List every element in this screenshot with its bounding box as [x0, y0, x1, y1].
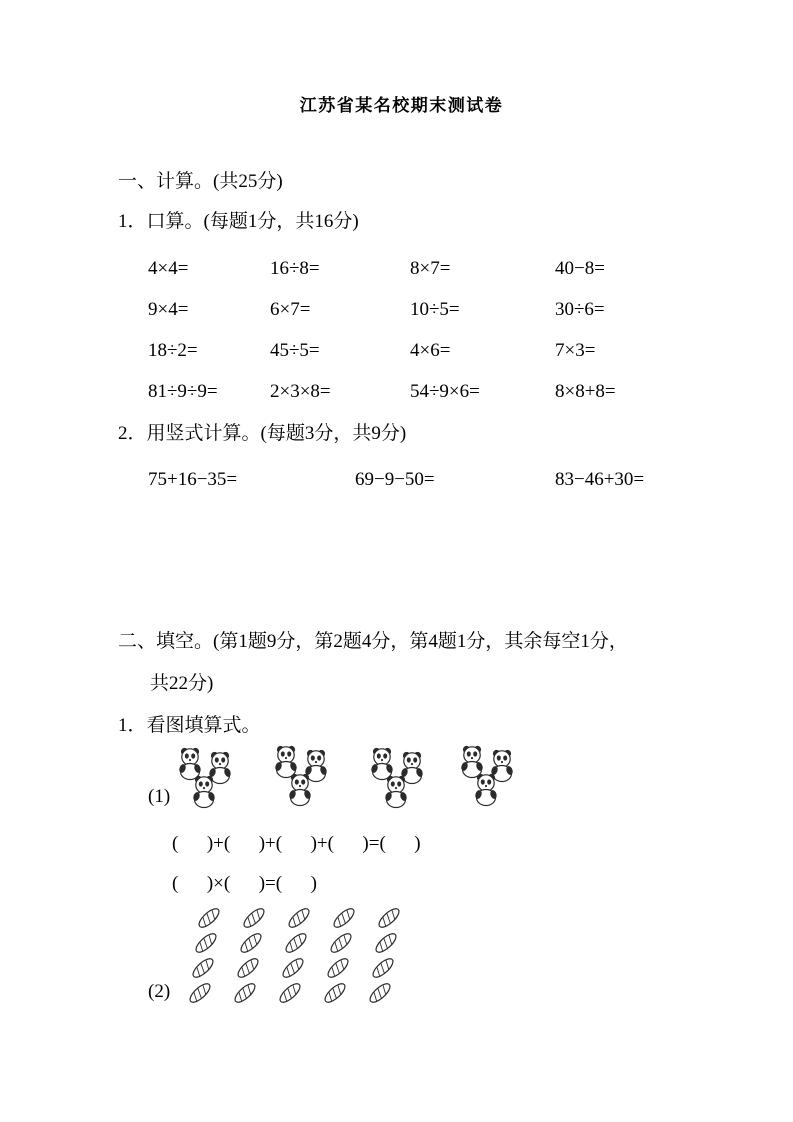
part2-figure-row: [148, 905, 685, 1005]
part1-label: (1): [148, 786, 171, 807]
part1-figure-row: [148, 745, 685, 809]
part2-label: (2): [148, 981, 171, 1002]
part1-equation-multiplication: ( )×( )=( ): [172, 873, 317, 894]
oral-problem: 10÷5=: [410, 299, 460, 320]
oral-problem: 7×3=: [555, 340, 596, 361]
oral-problem: 18÷2=: [148, 340, 198, 361]
oral-problem: 6×7=: [270, 299, 311, 320]
oral-problem: 45÷5=: [270, 340, 320, 361]
section2-q1-label: 1．看图填算式。: [118, 715, 261, 736]
section1-q1-label: 1．口算。(每题1分，共16分): [118, 211, 359, 232]
oral-problem: 40−8=: [555, 258, 605, 279]
vertical-problem: 75+16−35=: [148, 469, 238, 490]
peanut-grid-illustration: [174, 905, 404, 1005]
vertical-problem: 69−9−50=: [355, 469, 435, 490]
oral-problem: 4×6=: [410, 340, 451, 361]
section2-heading-line2: 共22分): [150, 673, 214, 694]
page-title: 江苏省某名校期末测试卷: [299, 96, 504, 115]
oral-problem: 8×7=: [410, 258, 451, 279]
oral-problem: 54÷9×6=: [410, 381, 480, 402]
part1-equation-addition: ( )+( )+( )+( )=( ): [172, 833, 421, 854]
section2-heading-line1: 二、填空。(第1题9分，第2题4分，第4题1分，其余每空1分，: [118, 631, 628, 652]
oral-problem: 9×4=: [148, 299, 189, 320]
oral-calculation-grid: [148, 258, 685, 403]
oral-problem: 30÷6=: [555, 299, 605, 320]
student-work-space: [118, 491, 685, 631]
oral-problem: 8×8+8=: [555, 381, 616, 402]
oral-problem: 4×4=: [148, 258, 189, 279]
section1-q2-label: 2．用竖式计算。(每题3分，共9分): [118, 423, 407, 444]
oral-problem: 2×3×8=: [270, 381, 331, 402]
section1-heading: 一、计算。(共25分): [118, 171, 283, 192]
oral-problem: 16÷8=: [270, 258, 320, 279]
vertical-calculation-row: [148, 469, 685, 491]
panda-groups-illustration: [174, 745, 542, 809]
oral-problem: 81÷9÷9=: [148, 381, 218, 402]
vertical-problem: 83−46+30=: [555, 469, 645, 490]
